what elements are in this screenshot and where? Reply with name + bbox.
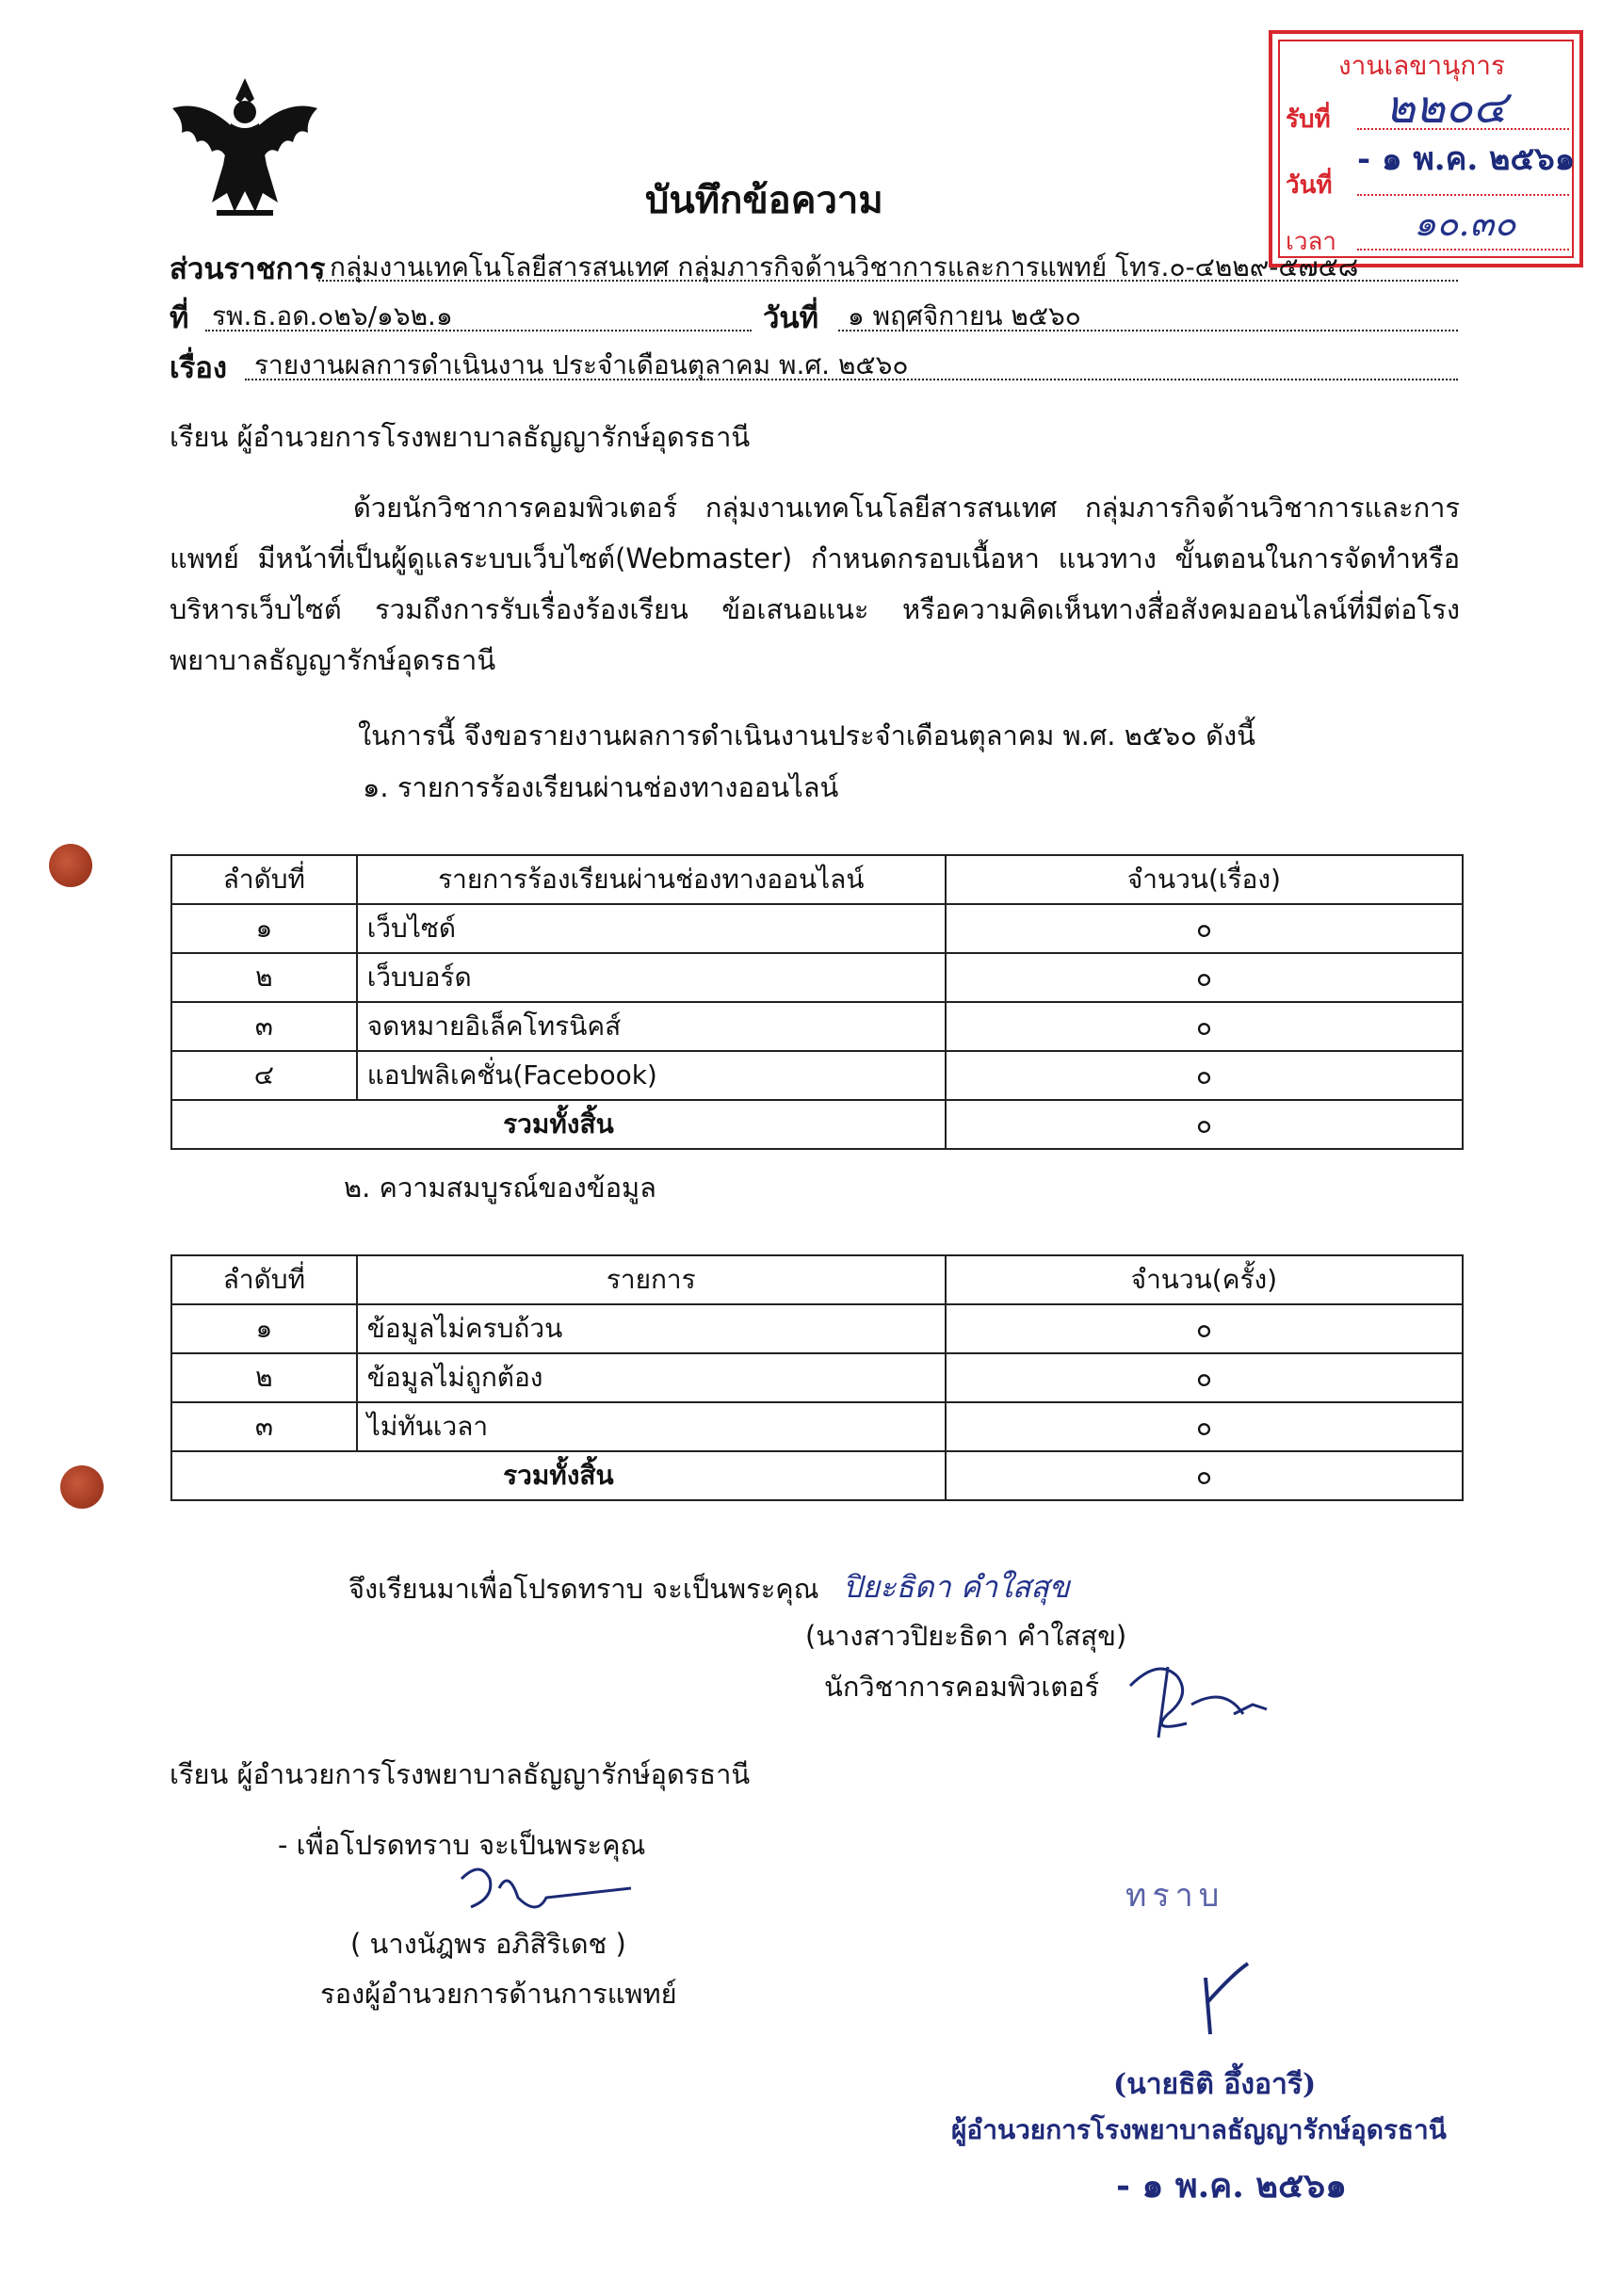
column-header: ลำดับที่ [171,855,357,904]
section-2-heading: ๒. ความสมบูรณ์ของข้อมูล [344,1172,656,1204]
stamp-time-value: ๑๐.๓๐ [1414,202,1516,244]
row-count: ๐ [946,1002,1463,1051]
author-name: (นางสาวปิยะธิดา คำใสสุข) [805,1620,1127,1652]
initial-signature-icon [1102,1648,1290,1752]
author-title: นักวิชาการคอมพิวเตอร์ [824,1671,1100,1703]
director-title: ผู้อำนวยการโรงพยาบาลธัญญารักษ์อุดรธานี [951,2114,1447,2145]
section-1-heading: ๑. รายการร้องเรียนผ่านช่องทางออนไลน์ [363,771,839,803]
row-item: ไม่ทันเวลา [357,1402,946,1451]
closing-line: จึงเรียนมาเพื่อโปรดทราบ จะเป็นพระคุณ [348,1573,819,1605]
stamp-time-label: เวลา [1286,228,1337,256]
row-count: ๐ [946,1353,1463,1402]
subject-value: รายงานผลการดำเนินงาน ประจำเดือนตุลาคม พ.ศ. ๒๕๖๐ [254,349,909,380]
salutation: เรียน ผู้อำนวยการโรงพยาบาลธัญญารักษ์อุดรธานี [170,421,751,453]
memo-title: บันทึกข้อความ [645,179,883,222]
complaints-table [170,854,1464,1150]
row-count: ๐ [946,1304,1463,1353]
ref-label: ที่ [170,301,189,335]
table-row [171,1402,1463,1451]
dept-label: ส่วนราชการ [170,252,326,286]
garuda-emblem-icon [165,71,325,221]
table-row [171,1051,1463,1100]
row-number: ๓ [171,1402,357,1451]
column-header: จำนวน(เรื่อง) [946,855,1463,904]
row-number: ๑ [171,1304,357,1353]
body-paragraph-2: ในการนี้ จึงขอรายงานผลการดำเนินงานประจำเดือนตุลาคม พ.ศ. ๒๕๖๐ ดังนี้ [358,720,1255,752]
director-name: (นายธิติ อึ้งอารี) [1113,2068,1317,2101]
stamp-title: งานเลขานุการ [1338,50,1505,81]
column-header: ลำดับที่ [171,1255,357,1304]
row-item: เว็บบอร์ด [357,953,946,1002]
column-header: รายการ [357,1255,946,1304]
deputy-name: ( นางนัฎพร อภิสิริเดช ) [350,1928,626,1960]
row-item: ข้อมูลไม่ครบถ้วน [357,1304,946,1353]
endorsement-salutation: เรียน ผู้อำนวยการโรงพยาบาลธัญญารักษ์อุดรธานี [170,1758,751,1790]
row-count: ๐ [946,904,1463,953]
stamp-recv-label: รับที่ [1286,105,1331,134]
punch-hole-top [49,844,92,887]
table-row [171,953,1463,1002]
row-number: ๔ [171,1051,357,1100]
row-number: ๒ [171,953,357,1002]
row-count: ๐ [946,1051,1463,1100]
date-value: ๑ พฤศจิกายน ๒๕๖๐ [848,300,1081,331]
total-label: รวมทั้งสิ้น [171,1100,946,1149]
table-total-row [171,1451,1463,1500]
endorsement-note: - เพื่อโปรดทราบ จะเป็นพระคุณ [278,1829,646,1861]
row-number: ๓ [171,1002,357,1051]
table-row [171,1002,1463,1051]
row-item: เว็บไซด์ [357,904,946,953]
row-count: ๐ [946,953,1463,1002]
table-header-row [171,1255,1463,1304]
data-quality-table [170,1254,1464,1501]
body-paragraph-1: ด้วยนักวิชาการคอมพิวเตอร์ กลุ่มงานเทคโนโลยีสารสนเทศ กลุ่มภารกิจด้านวิชาการและการแพทย์ มีหน้าที่เป็นผู้ดูแลระบบเว็บไซต์(Webmaster) กำหนดกรอบเนื้อหา แนวทาง ขั้นตอนในการจัดทำหรือบริหารเว็บไซต์ รวมถึงการรับเรื่องร้องเรียน ข้อเสนอแนะ หรือความคิดเห็นทางสื่อสังคมออนไลน์ที่มีต่อโรงพยาบาลธัญญารักษ์อุดรธานี [170,492,1460,676]
stamp-recv-number: ๒๒๐๔ [1385,81,1507,134]
row-item: จดหมายอิเล็คโทรนิคส์ [357,1002,946,1051]
row-number: ๑ [171,904,357,953]
table-row [171,1304,1463,1353]
stamp-date-value: - ๑ พ.ค. ๒๕๖๑ [1357,140,1576,178]
director-date: - ๑ พ.ค. ๒๕๖๑ [1116,2166,1347,2206]
row-item: แอปพลิเคชั่น(Facebook) [357,1051,946,1100]
table-total-row [171,1100,1463,1149]
column-header: รายการร้องเรียนผ่านช่องทางออนไลน์ [357,855,946,904]
punch-hole-bottom [60,1465,104,1509]
subject-label: เรื่อง [170,351,228,385]
row-number: ๒ [171,1353,357,1402]
row-count: ๐ [946,1402,1463,1451]
table-row [171,1353,1463,1402]
total-count: ๐ [946,1100,1463,1149]
date-label: วันที่ [763,301,819,335]
director-signature-icon [1182,1949,1267,2044]
table-row [171,904,1463,953]
total-label: รวมทั้งสิ้น [171,1451,946,1500]
deputy-title: รองผู้อำนวยการด้านการแพทย์ [320,1978,677,2010]
stamp-date-label: วันที่ [1286,171,1333,200]
reception-stamp [1269,30,1583,267]
ref-value: รพ.ธ.อด.๐๒๖/๑๖๒.๑ [212,300,453,331]
acknowledged-stamp: ทราบ [1125,1877,1225,1915]
author-signature: ปิยะธิดา คำใสสุข [843,1569,1070,1605]
deputy-signature-icon [443,1860,650,1935]
column-header: จำนวน(ครั้ง) [946,1255,1463,1304]
total-count: ๐ [946,1451,1463,1500]
row-item: ข้อมูลไม่ถูกต้อง [357,1353,946,1402]
table-header-row [171,855,1463,904]
dept-value: กลุ่มงานเทคโนโลยีสารสนเทศ กลุ่มภารกิจด้านวิชาการและการแพทย์ โทร.๐-๔๒๒๙-๕๗๕๘ [330,251,1359,283]
